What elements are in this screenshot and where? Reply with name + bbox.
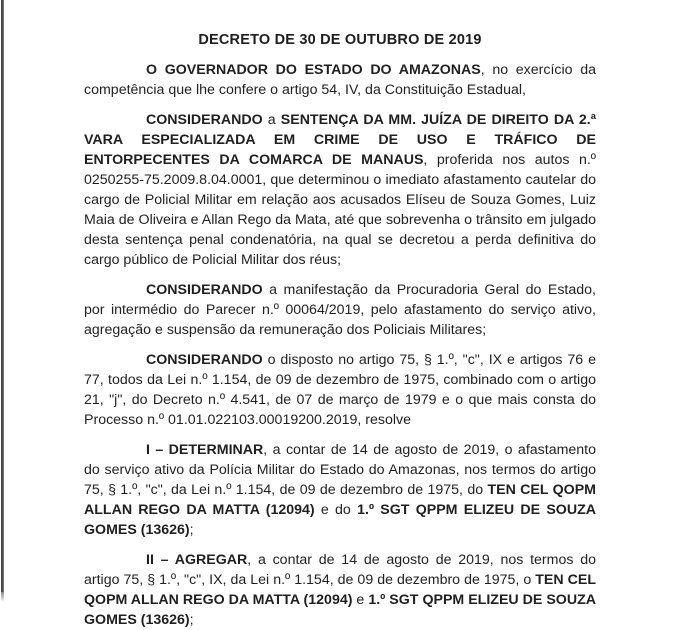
paragraph-item-ii-agregar: II – AGREGAR, a contar de 14 de agosto de 2019, nos termos do artigo 75, § 1.º, "c", IX, da Lei n.º 1.154, de 09 de dezembro de 1975, o TEN CEL QOPM ALLAN REGO DA MATTA (12094) e 1.º SGT QPPM ELIZEU DE SOUZA GOMES (13626); bbox=[84, 552, 596, 628]
scan-left-edge-artifact-fade bbox=[1, 592, 4, 602]
paragraph-preamble: O GOVERNADOR DO ESTADO DO AMAZONAS, no exercício da competência que lhe confere o artigo 54, IV, da Constituição Estadual, bbox=[84, 62, 596, 98]
scan-left-edge-artifact bbox=[1, 0, 4, 592]
paragraph-considerando-artigo75: CONSIDERANDO o disposto no artigo 75, § 1.º, "c", IX e artigos 76 e 77, todos da Lei n.º 1.154, de 09 de dezembro de 1975, combinado com o artigo 21, "j", do Decreto n.º 4.541, de 07 de março de 1979 e o que mais consta do Processo n.º 01.01.022103.00019200.2019, resolve bbox=[84, 352, 596, 428]
paragraph-item-i-determinar: I – DETERMINAR, a contar de 14 de agosto de 2019, o afastamento do serviço ativo da Polícia Militar do Estado do Amazonas, nos termos do artigo 75, § 1.º, "c", da Lei n.º 1.154, de 09 de dezembro de 1975, do TEN CEL QOPM ALLAN REGO DA MATTA (12094) e do 1.º SGT QPPM ELIZEU DE SOUZA GOMES (13626); bbox=[84, 442, 597, 538]
paragraph-considerando-procuradoria: CONSIDERANDO a manifestação da Procuradoria Geral do Estado, por intermédio do Parecer n.º 00064/2019, pelo afastamento do serviço ativo, agregação e suspensão da remuneração dos Policiais Militares; bbox=[84, 282, 596, 338]
paragraph-considerando-sentenca: CONSIDERANDO a SENTENÇA DA MM. JUÍZA DE DIREITO DA 2.ª VARA ESPECIALIZADA EM CRIME DE USO E TRÁFICO DE ENTORPECENTES DA COMARCA DE MANAUS, proferida nos autos n.º 0250255-75.2009.8.04.0001, que determinou o imediato afastamento cautelar do cargo de Policial Militar em relação aos acusados Elíseu de Souza Gomes, Luiz Maia de Oliveira e Allan Rego da Mata, até que sobrevenha o trânsito em julgado desta sentença penal condenatória, na qual se decretou a perda definitiva do cargo público de Policial Militar dos réus; bbox=[84, 112, 596, 268]
page-title: DECRETO DE 30 DE OUTUBRO DE 2019 bbox=[198, 32, 482, 48]
document-page bbox=[84, 0, 596, 630]
